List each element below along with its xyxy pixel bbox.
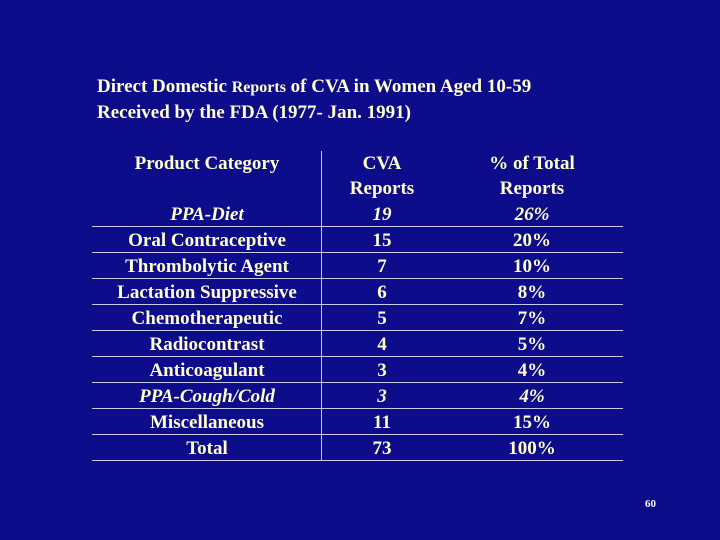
row-divider — [92, 434, 623, 435]
table-cell-category: Lactation Suppressive — [117, 282, 297, 303]
table-cell-category: Oral Contraceptive — [128, 230, 286, 251]
table-cell-percent: 5% — [517, 334, 547, 355]
table-cell-reports: 19 — [372, 204, 392, 225]
title-line-2: Received by the FDA (1977- Jan. 1991) — [97, 102, 411, 123]
table-cell-category: PPA-Cough/Cold — [139, 386, 275, 407]
table-cell-reports: 11 — [373, 412, 391, 433]
table-cell-category: Miscellaneous — [150, 412, 264, 433]
row-divider — [92, 304, 623, 305]
table-cell-reports: 6 — [377, 282, 387, 303]
table-cell-category: Total — [186, 438, 228, 459]
title-text-part: Direct Domestic — [97, 76, 232, 97]
row-divider — [92, 460, 623, 461]
header-cva-reports-line1: CVA — [362, 153, 402, 174]
table-cell-percent: 100% — [508, 438, 556, 459]
table-cell-percent: 4% — [519, 386, 545, 407]
table-cell-reports: 3 — [377, 360, 387, 381]
row-divider — [92, 356, 623, 357]
table-cell-reports: 4 — [377, 334, 387, 355]
header-percent-total-line1: % of Total — [489, 153, 575, 174]
table-cell-percent: 15% — [513, 412, 551, 433]
table-cell-reports: 7 — [377, 256, 387, 277]
table-cell-category: Radiocontrast — [149, 334, 265, 355]
header-percent-total-line2: Reports — [499, 178, 565, 199]
table-cell-percent: 4% — [517, 360, 547, 381]
row-divider — [92, 382, 623, 383]
header-cva-reports-line2: Reports — [349, 178, 415, 199]
page-number: 60 — [645, 498, 656, 510]
table-cell-percent: 26% — [514, 204, 550, 225]
table-cell-percent: 7% — [517, 308, 547, 329]
table-cell-category: Anticoagulant — [149, 360, 265, 381]
table-cell-reports: 15 — [372, 230, 392, 251]
row-divider — [92, 408, 623, 409]
table-cell-percent: 10% — [513, 256, 551, 277]
table-cell-reports: 5 — [377, 308, 387, 329]
row-divider — [92, 226, 623, 227]
table-cell-category: Chemotherapeutic — [131, 308, 283, 329]
table-cell-percent: 20% — [513, 230, 551, 251]
title-text-part: of CVA in Women Aged 10-59 — [285, 76, 532, 97]
table-cell-percent: 8% — [517, 282, 547, 303]
table-cell-reports: 3 — [377, 386, 387, 407]
table-cell-reports: 73 — [372, 438, 392, 459]
table-cell-category: Thrombolytic Agent — [125, 256, 289, 277]
header-product-category: Product Category — [134, 153, 280, 174]
title-text-part: Reports — [231, 79, 286, 96]
row-divider — [92, 330, 623, 331]
row-divider — [92, 278, 623, 279]
table-cell-category: PPA-Diet — [170, 204, 244, 225]
row-divider — [92, 252, 623, 253]
